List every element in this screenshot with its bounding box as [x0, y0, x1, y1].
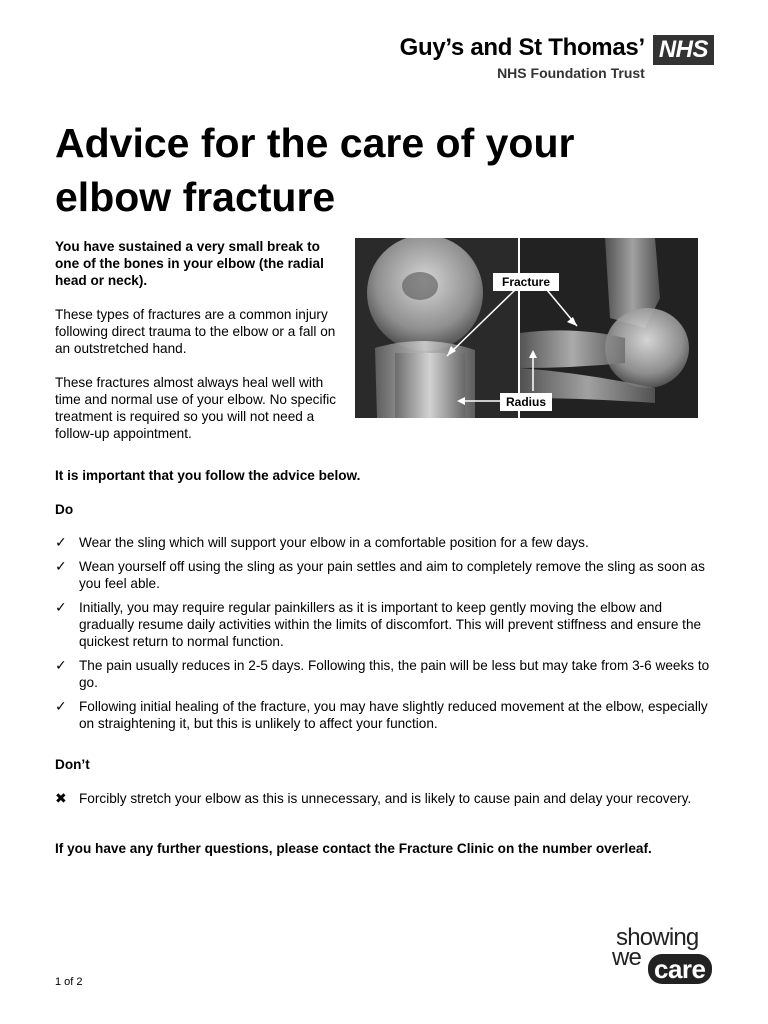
list-item-text: Following initial healing of the fracture, you may have slightly reduced movement at the elbow, especially on straightening it, but this is unlikely to affect your function.	[79, 699, 708, 731]
check-icon: ✓	[55, 698, 67, 714]
list-item	[55, 698, 715, 732]
fracture-label: Fracture	[501, 275, 551, 289]
check-icon: ✓	[55, 599, 67, 615]
dont-heading: Don’t	[55, 757, 90, 772]
intro-paragraph-2: These types of fractures are a common injury following direct trauma to the elbow or a fall on an outstretched hand.	[55, 307, 336, 356]
trust-name: Guy’s and St Thomas’	[399, 34, 645, 61]
dont-items	[55, 790, 715, 807]
check-icon: ✓	[55, 558, 67, 574]
intro-paragraph-1: You have sustained a very small break to one of the bones in your elbow (the radial head or neck).	[55, 239, 324, 288]
header	[400, 34, 714, 82]
list-item-text: Wean yourself off using the sling as your pain settles and aim to completely remove the sling as soon as you feel able.	[79, 559, 705, 591]
closing-note: If you have any further questions, please contact the Fracture Clinic on the number overleaf.	[55, 841, 652, 856]
important-note: It is important that you follow the advice below.	[55, 468, 361, 483]
nhs-logo: NHS	[653, 35, 714, 65]
trust-subtitle: NHS Foundation Trust	[497, 65, 645, 81]
do-heading: Do	[55, 502, 74, 517]
logo-line-2: we	[612, 944, 642, 971]
page-title: Advice for the care of your elbow fracture	[55, 120, 575, 220]
list-item	[55, 790, 715, 807]
list-item-text: Forcibly stretch your elbow as this is unnecessary, and is likely to cause pain and delay your recovery.	[79, 791, 692, 806]
xray-image	[355, 238, 698, 418]
intro-paragraph-3: These fractures almost always heal well with time and normal use of your elbow. No specific treatment is required so you will not need a follow-up appointment.	[55, 375, 337, 441]
cross-icon: ✖	[55, 790, 67, 806]
logo-line-1: showing	[616, 924, 699, 951]
radius-label: Radius	[505, 395, 547, 409]
page-number: 1 of 2	[55, 976, 83, 988]
list-item	[55, 558, 715, 592]
list-item	[55, 599, 715, 650]
showing-we-care-logo	[612, 924, 732, 990]
list-item	[55, 657, 715, 691]
intro-text	[55, 238, 340, 459]
trust-text	[400, 34, 645, 82]
check-icon: ✓	[55, 657, 67, 673]
do-list	[55, 534, 715, 739]
do-items	[55, 534, 715, 732]
dont-list	[55, 790, 715, 814]
xray-illustration	[355, 238, 698, 418]
list-item	[55, 534, 715, 551]
list-item-text: Initially, you may require regular painkillers as it is important to keep gently moving the elbow and gradually resume daily activities within the limits of discomfort. This will prevent stiffness and ensure the quickest return to normal function.	[79, 600, 702, 649]
check-icon: ✓	[55, 534, 67, 550]
logo-line-3: care	[648, 954, 712, 984]
list-item-text: The pain usually reduces in 2-5 days. Following this, the pain will be less but may take from 3-6 weeks to go.	[79, 658, 710, 690]
list-item-text: Wear the sling which will support your elbow in a comfortable position for a few days.	[79, 535, 589, 550]
